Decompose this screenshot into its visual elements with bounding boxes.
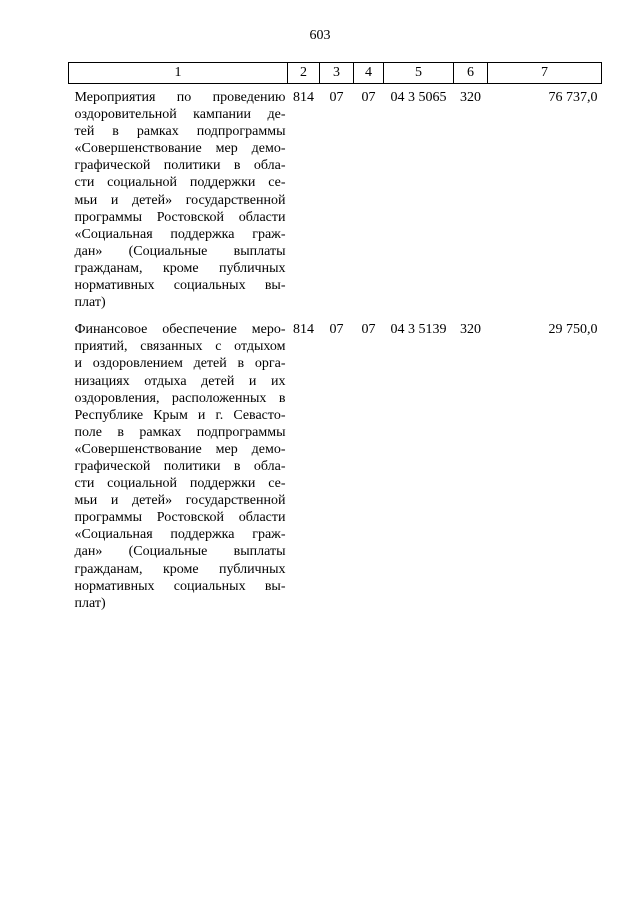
description-line: дан» (Социальные выплаты <box>74 243 286 259</box>
description-line: приятий, связанных с отдыхом <box>74 339 286 355</box>
target-article-code: 04 3 5139 <box>390 322 447 338</box>
table-header-row <box>69 63 602 84</box>
description-line: мьи и детей» государственной <box>74 192 286 208</box>
description-line: Финансовое обеспечение меро- <box>74 322 286 338</box>
description-line: поле в рамках подпрограммы <box>74 424 286 440</box>
description-line: тей в рамках подпрограммы <box>74 124 286 140</box>
table-row <box>69 311 602 612</box>
ministry-code: 814 <box>293 322 314 338</box>
description-line: плат) <box>74 295 106 311</box>
description-line: и оздоровлением детей в орга- <box>74 356 286 372</box>
column-header-4: 4 <box>354 63 384 84</box>
description-line: сти социальной поддержки се- <box>74 476 286 492</box>
table-row <box>69 84 602 312</box>
description-line: «Совершенствование мер демо- <box>74 441 286 457</box>
description-line: «Социальная поддержка граж- <box>74 226 286 242</box>
description-line: оздоровления, расположенных в <box>74 390 286 406</box>
column-header-2: 2 <box>288 63 320 84</box>
description-line: «Социальная поддержка граж- <box>74 527 286 543</box>
row-description <box>69 84 288 312</box>
column-header-3: 3 <box>320 63 354 84</box>
description-line: гражданам, кроме публичных <box>74 561 286 577</box>
description-line: программы Ростовской области <box>74 510 286 526</box>
ministry-code: 814 <box>293 90 314 105</box>
amount-value: 29 750,0 <box>548 322 598 338</box>
expense-type-code: 320 <box>460 90 481 105</box>
target-article-code: 04 3 5065 <box>390 90 447 105</box>
description-line: нормативных социальных вы- <box>74 578 286 594</box>
description-line: Мероприятия по проведению <box>74 90 286 105</box>
description-line: сти социальной поддержки се- <box>74 175 286 191</box>
column-header-6: 6 <box>454 63 488 84</box>
description-line: оздоровительной кампании де- <box>74 107 286 123</box>
section-code: 07 <box>329 90 344 105</box>
subsection-code: 07 <box>361 90 376 105</box>
row-description <box>69 311 288 612</box>
page-number: 603 <box>309 28 331 43</box>
expense-type-code: 320 <box>460 322 481 338</box>
budget-table <box>68 62 602 612</box>
description-line: низациях отдыха детей и их <box>74 373 286 389</box>
description-line: плат) <box>74 595 106 611</box>
column-header-7: 7 <box>488 63 602 84</box>
description-line: графической политики в обла- <box>74 158 286 174</box>
description-line: программы Ростовской области <box>74 209 286 225</box>
description-line: нормативных социальных вы- <box>74 278 286 294</box>
description-line: Республике Крым и г. Севасто- <box>74 407 286 423</box>
description-line: графической политики в обла- <box>74 458 286 474</box>
section-code: 07 <box>329 322 344 338</box>
amount-value: 76 737,0 <box>548 90 598 105</box>
description-line: «Совершенствование мер демо- <box>74 141 286 157</box>
description-line: мьи и детей» государственной <box>74 493 286 509</box>
description-line: дан» (Социальные выплаты <box>74 544 286 560</box>
subsection-code: 07 <box>361 322 376 338</box>
column-header-5: 5 <box>384 63 454 84</box>
column-header-1: 1 <box>69 63 288 84</box>
description-line: гражданам, кроме публичных <box>74 260 286 276</box>
